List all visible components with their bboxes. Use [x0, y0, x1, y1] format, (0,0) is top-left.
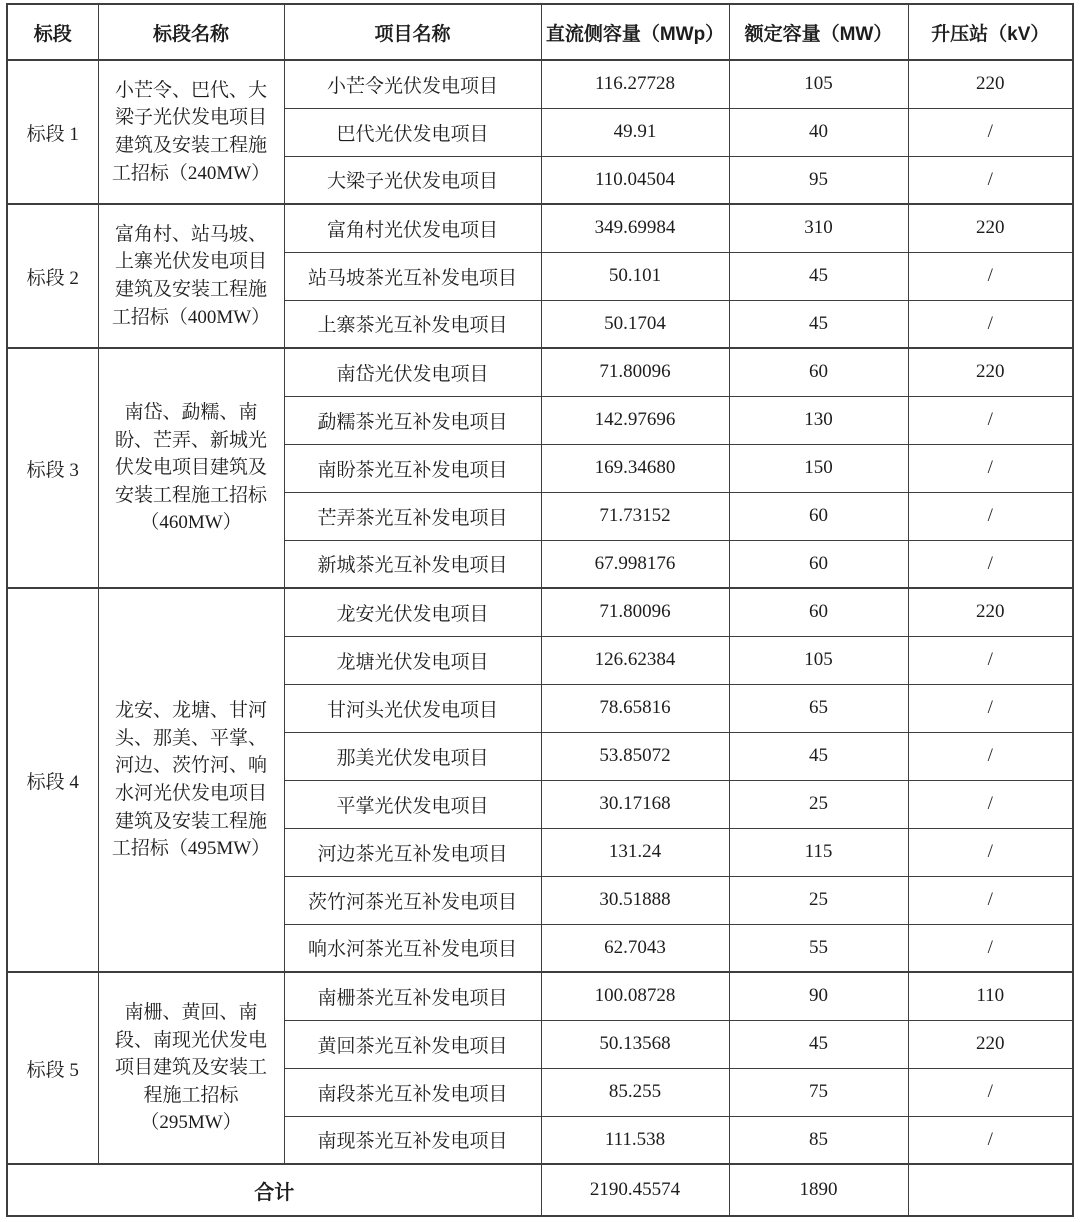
substation-cell: / — [908, 924, 1073, 972]
rated-capacity-cell: 150 — [729, 444, 908, 492]
substation-cell: 220 — [908, 204, 1073, 252]
rated-capacity-cell: 60 — [729, 588, 908, 636]
section-label-cell: 标段 2 — [7, 204, 98, 348]
substation-cell: / — [908, 252, 1073, 300]
substation-cell: / — [908, 540, 1073, 588]
rated-capacity-cell: 25 — [729, 876, 908, 924]
project-name-cell: 富角村光伏发电项目 — [284, 204, 541, 252]
rated-capacity-cell: 310 — [729, 204, 908, 252]
total-dc-cell: 2190.45574 — [541, 1164, 729, 1216]
substation-cell: / — [908, 492, 1073, 540]
substation-cell: / — [908, 636, 1073, 684]
rated-capacity-cell: 55 — [729, 924, 908, 972]
rated-capacity-cell: 65 — [729, 684, 908, 732]
substation-cell: / — [908, 684, 1073, 732]
project-name-cell: 平掌光伏发电项目 — [284, 780, 541, 828]
project-row — [7, 588, 1073, 636]
dc-capacity-cell: 111.538 — [541, 1116, 729, 1164]
rated-capacity-cell: 130 — [729, 396, 908, 444]
dc-capacity-cell: 110.04504 — [541, 156, 729, 204]
rated-capacity-cell: 45 — [729, 1020, 908, 1068]
project-name-cell: 站马坡茶光互补发电项目 — [284, 252, 541, 300]
rated-capacity-cell: 45 — [729, 300, 908, 348]
project-name-cell: 芒弄茶光互补发电项目 — [284, 492, 541, 540]
substation-cell: / — [908, 828, 1073, 876]
project-name-cell: 茨竹河茶光互补发电项目 — [284, 876, 541, 924]
substation-cell: / — [908, 156, 1073, 204]
col-header-rated-capacity: 额定容量（MW） — [729, 4, 908, 60]
dc-capacity-cell: 71.73152 — [541, 492, 729, 540]
rated-capacity-cell: 115 — [729, 828, 908, 876]
dc-capacity-cell: 49.91 — [541, 108, 729, 156]
substation-cell: / — [908, 396, 1073, 444]
project-name-cell: 巴代光伏发电项目 — [284, 108, 541, 156]
col-header-project-name: 项目名称 — [284, 4, 541, 60]
bid-sections-table — [6, 3, 1074, 1217]
col-header-section: 标段 — [7, 4, 98, 60]
dc-capacity-cell: 50.101 — [541, 252, 729, 300]
project-name-cell: 新城茶光互补发电项目 — [284, 540, 541, 588]
project-name-cell: 南栅茶光互补发电项目 — [284, 972, 541, 1020]
project-name-cell: 龙塘光伏发电项目 — [284, 636, 541, 684]
total-substation-cell — [908, 1164, 1073, 1216]
dc-capacity-cell: 116.27728 — [541, 60, 729, 108]
rated-capacity-cell: 75 — [729, 1068, 908, 1116]
project-name-cell: 南现茶光互补发电项目 — [284, 1116, 541, 1164]
rated-capacity-cell: 95 — [729, 156, 908, 204]
project-name-cell: 南盼茶光互补发电项目 — [284, 444, 541, 492]
col-header-substation: 升压站（kV） — [908, 4, 1073, 60]
rated-capacity-cell: 45 — [729, 252, 908, 300]
dc-capacity-cell: 100.08728 — [541, 972, 729, 1020]
dc-capacity-cell: 30.51888 — [541, 876, 729, 924]
rated-capacity-cell: 85 — [729, 1116, 908, 1164]
substation-cell: / — [908, 780, 1073, 828]
project-name-cell: 那美光伏发电项目 — [284, 732, 541, 780]
rated-capacity-cell: 40 — [729, 108, 908, 156]
project-name-cell: 南段茶光互补发电项目 — [284, 1068, 541, 1116]
col-header-dc-capacity: 直流侧容量（MWp） — [541, 4, 729, 60]
project-name-cell: 黄回茶光互补发电项目 — [284, 1020, 541, 1068]
section-label-cell: 标段 1 — [7, 60, 98, 204]
substation-cell: / — [908, 876, 1073, 924]
rated-capacity-cell: 60 — [729, 492, 908, 540]
project-row — [7, 348, 1073, 396]
substation-cell: / — [908, 444, 1073, 492]
rated-capacity-cell: 45 — [729, 732, 908, 780]
substation-cell: 110 — [908, 972, 1073, 1020]
substation-cell: / — [908, 1068, 1073, 1116]
section-label-cell: 标段 5 — [7, 972, 98, 1164]
rated-capacity-cell: 60 — [729, 348, 908, 396]
section-name-cell: 龙安、龙塘、甘河头、那美、平掌、河边、茨竹河、响水河光伏发电项目建筑及安装工程施工招标（495MW） — [98, 588, 284, 972]
dc-capacity-cell: 85.255 — [541, 1068, 729, 1116]
substation-cell: / — [908, 108, 1073, 156]
rated-capacity-cell: 105 — [729, 60, 908, 108]
substation-cell: / — [908, 1116, 1073, 1164]
dc-capacity-cell: 71.80096 — [541, 588, 729, 636]
dc-capacity-cell: 30.17168 — [541, 780, 729, 828]
section-label-cell: 标段 3 — [7, 348, 98, 588]
total-label-cell: 合计 — [7, 1164, 541, 1216]
project-row — [7, 60, 1073, 108]
header-row — [7, 4, 1073, 60]
project-name-cell: 南岱光伏发电项目 — [284, 348, 541, 396]
dc-capacity-cell: 53.85072 — [541, 732, 729, 780]
section-name-cell: 富角村、站马坡、上寨光伏发电项目建筑及安装工程施工招标（400MW） — [98, 204, 284, 348]
section-label-cell: 标段 4 — [7, 588, 98, 972]
project-name-cell: 上寨茶光互补发电项目 — [284, 300, 541, 348]
dc-capacity-cell: 169.34680 — [541, 444, 729, 492]
dc-capacity-cell: 71.80096 — [541, 348, 729, 396]
dc-capacity-cell: 142.97696 — [541, 396, 729, 444]
section-name-cell: 小芒令、巴代、大梁子光伏发电项目建筑及安装工程施工招标（240MW） — [98, 60, 284, 204]
substation-cell: 220 — [908, 588, 1073, 636]
project-name-cell: 小芒令光伏发电项目 — [284, 60, 541, 108]
substation-cell: 220 — [908, 60, 1073, 108]
project-row — [7, 204, 1073, 252]
dc-capacity-cell: 131.24 — [541, 828, 729, 876]
substation-cell: 220 — [908, 1020, 1073, 1068]
substation-cell: / — [908, 300, 1073, 348]
dc-capacity-cell: 67.998176 — [541, 540, 729, 588]
section-name-cell: 南岱、勐糯、南盼、芒弄、新城光伏发电项目建筑及安装工程施工招标（460MW） — [98, 348, 284, 588]
dc-capacity-cell: 50.1704 — [541, 300, 729, 348]
project-name-cell: 河边茶光互补发电项目 — [284, 828, 541, 876]
total-rated-cell: 1890 — [729, 1164, 908, 1216]
rated-capacity-cell: 90 — [729, 972, 908, 1020]
substation-cell: / — [908, 732, 1073, 780]
dc-capacity-cell: 62.7043 — [541, 924, 729, 972]
dc-capacity-cell: 126.62384 — [541, 636, 729, 684]
dc-capacity-cell: 50.13568 — [541, 1020, 729, 1068]
project-name-cell: 龙安光伏发电项目 — [284, 588, 541, 636]
project-name-cell: 甘河头光伏发电项目 — [284, 684, 541, 732]
total-row — [7, 1164, 1073, 1216]
section-name-cell: 南栅、黄回、南段、南现光伏发电项目建筑及安装工程施工招标（295MW） — [98, 972, 284, 1164]
rated-capacity-cell: 25 — [729, 780, 908, 828]
project-name-cell: 大梁子光伏发电项目 — [284, 156, 541, 204]
project-name-cell: 响水河茶光互补发电项目 — [284, 924, 541, 972]
rated-capacity-cell: 60 — [729, 540, 908, 588]
substation-cell: 220 — [908, 348, 1073, 396]
project-row — [7, 972, 1073, 1020]
project-name-cell: 勐糯茶光互补发电项目 — [284, 396, 541, 444]
dc-capacity-cell: 349.69984 — [541, 204, 729, 252]
dc-capacity-cell: 78.65816 — [541, 684, 729, 732]
rated-capacity-cell: 105 — [729, 636, 908, 684]
col-header-section-name: 标段名称 — [98, 4, 284, 60]
